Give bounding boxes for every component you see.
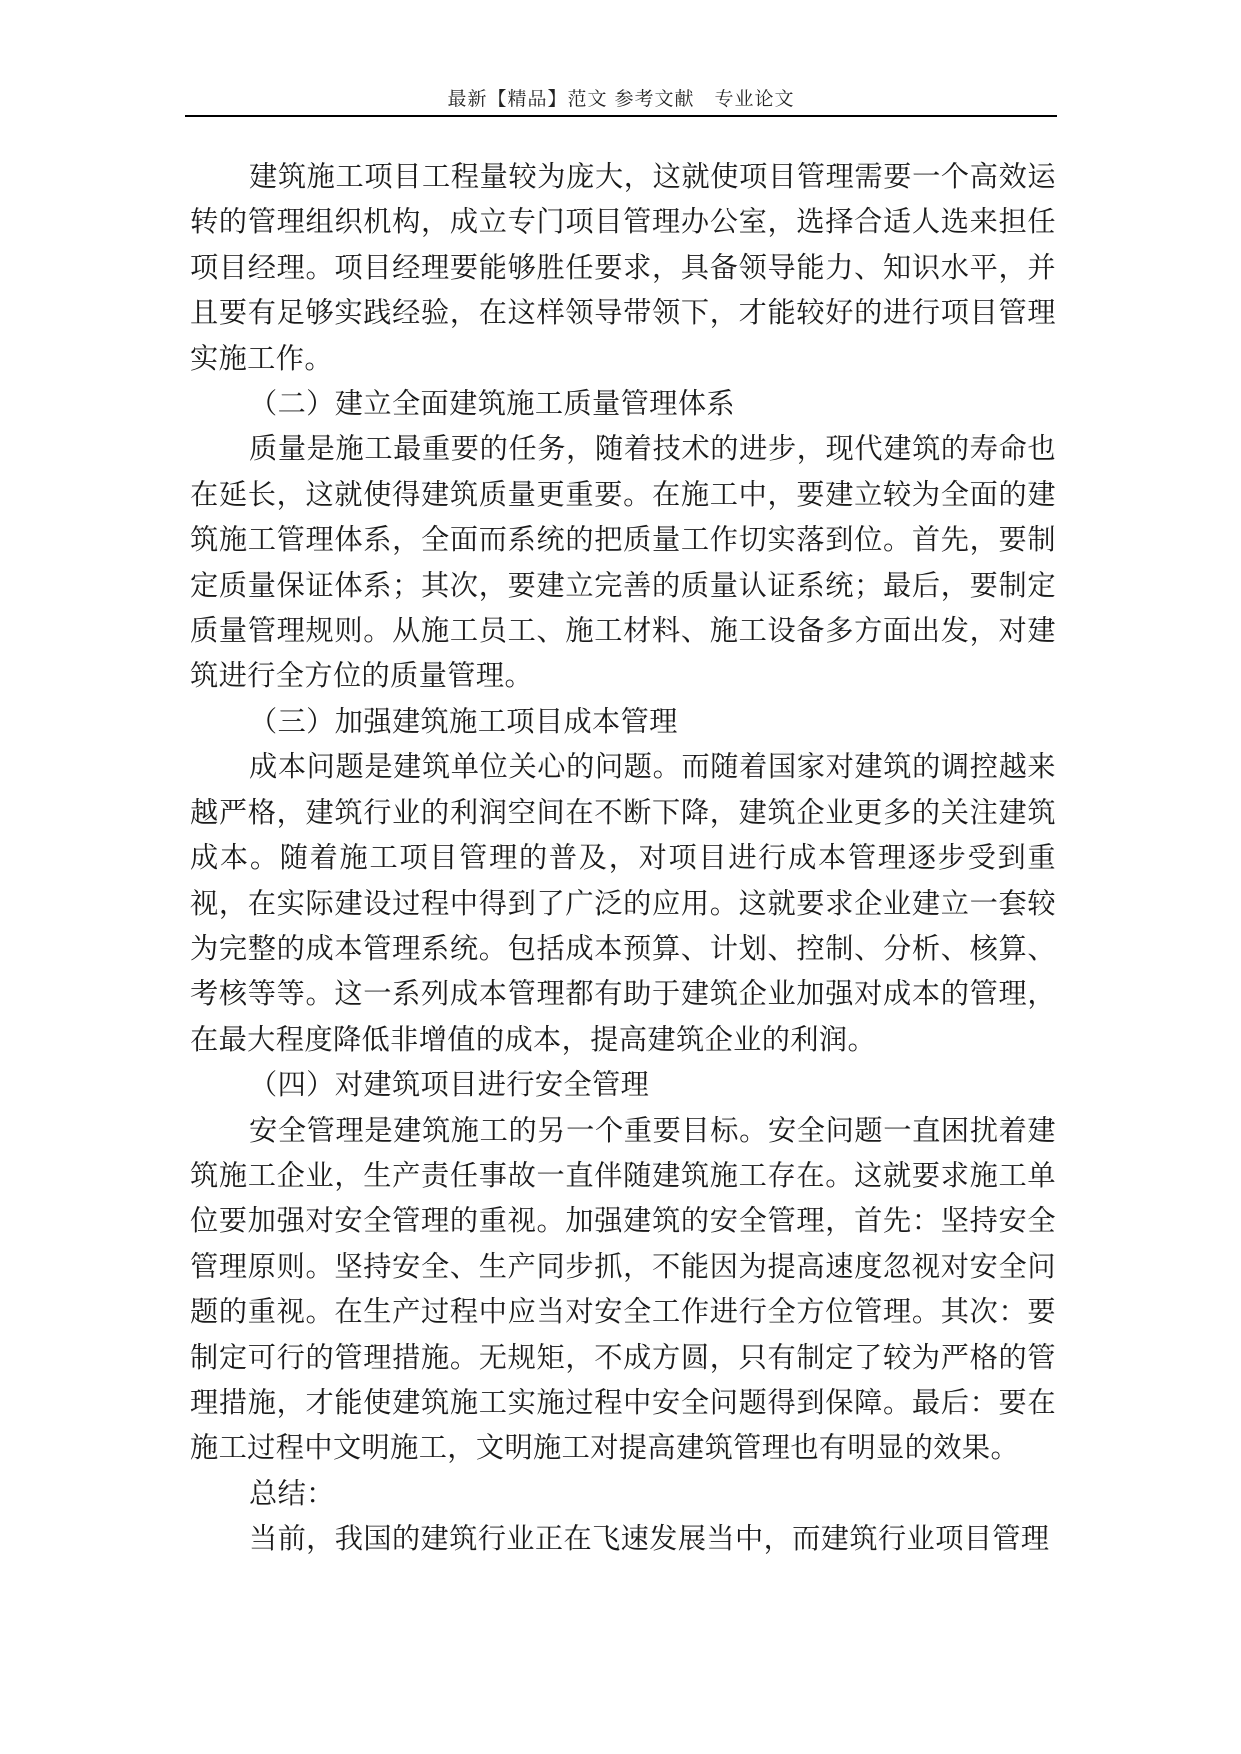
paragraph-summary: 当前，我国的建筑行业正在飞速发展当中，而建筑行业项目管理 [249, 1522, 1050, 1556]
document-body [190, 154, 1056, 1562]
section-heading-cost: （三）加强建筑施工项目成本管理 [249, 704, 678, 738]
section-heading-summary: 总结： [249, 1476, 335, 1510]
section-heading-quality: （二）建立全面建筑施工质量管理体系 [249, 387, 735, 421]
page-header: 最新【精品】范文 参考文献 专业论文 [447, 88, 795, 110]
paragraph-safety-management: 安全管理是建筑施工的另一个重要目标。安全问题一直困扰着建筑施工企业，生产责任事故一直伴随建筑施工存在。这就要求施工单位要加强对安全管理的重视。加强建筑的安全管理，首先：坚持安全管理原则。坚持安全、生产同步抓，不能因为提高速度忽视对安全问题的重视。在生产过程中应当对安全工作进行全方位管理。其次：要制定可行的管理措施。无规矩，不成方圆，只有制定了较为严格的管理措施，才能使建筑施工实施过程中安全问题得到保障。最后：要在施工过程中文明施工，文明施工对提高建筑管理也有明显的效果。 [190, 1113, 1056, 1465]
paragraph-project-organization: 建筑施工项目工程量较为庞大，这就使项目管理需要一个高效运转的管理组织机构，成立专门项目管理办公室，选择合适人选来担任项目经理。项目经理要能够胜任要求，具备领导能力、知识水平，并且要有足够实践经验，在这样领导带领下，才能较好的进行项目管理实施工作。 [190, 160, 1056, 375]
paragraph-quality-management: 质量是施工最重要的任务，随着技术的进步，现代建筑的寿命也在延长，这就使得建筑质量更重要。在施工中，要建立较为全面的建筑施工管理体系，全面而系统的把质量工作切实落到位。首先，要制定质量保证体系；其次，要建立完善的质量认证系统；最后，要制定质量管理规则。从施工员工、施工材料、施工设备多方面出发，对建筑进行全方位的质量管理。 [190, 432, 1056, 693]
header-divider [185, 115, 1057, 117]
section-heading-safety: （四）对建筑项目进行安全管理 [249, 1068, 650, 1102]
paragraph-cost-management: 成本问题是建筑单位关心的问题。而随着国家对建筑的调控越来越严格，建筑行业的利润空间在不断下降，建筑企业更多的关注建筑成本。随着施工项目管理的普及，对项目进行成本管理逐步受到重视，在实际建设过程中得到了广泛的应用。这就要求企业建立一套较为完整的成本管理系统。包括成本预算、计划、控制、分析、核算、考核等等。这一系列成本管理都有助于建筑企业加强对成本的管理，在最大程度降低非增值的成本，提高建筑企业的利润。 [190, 750, 1056, 1056]
